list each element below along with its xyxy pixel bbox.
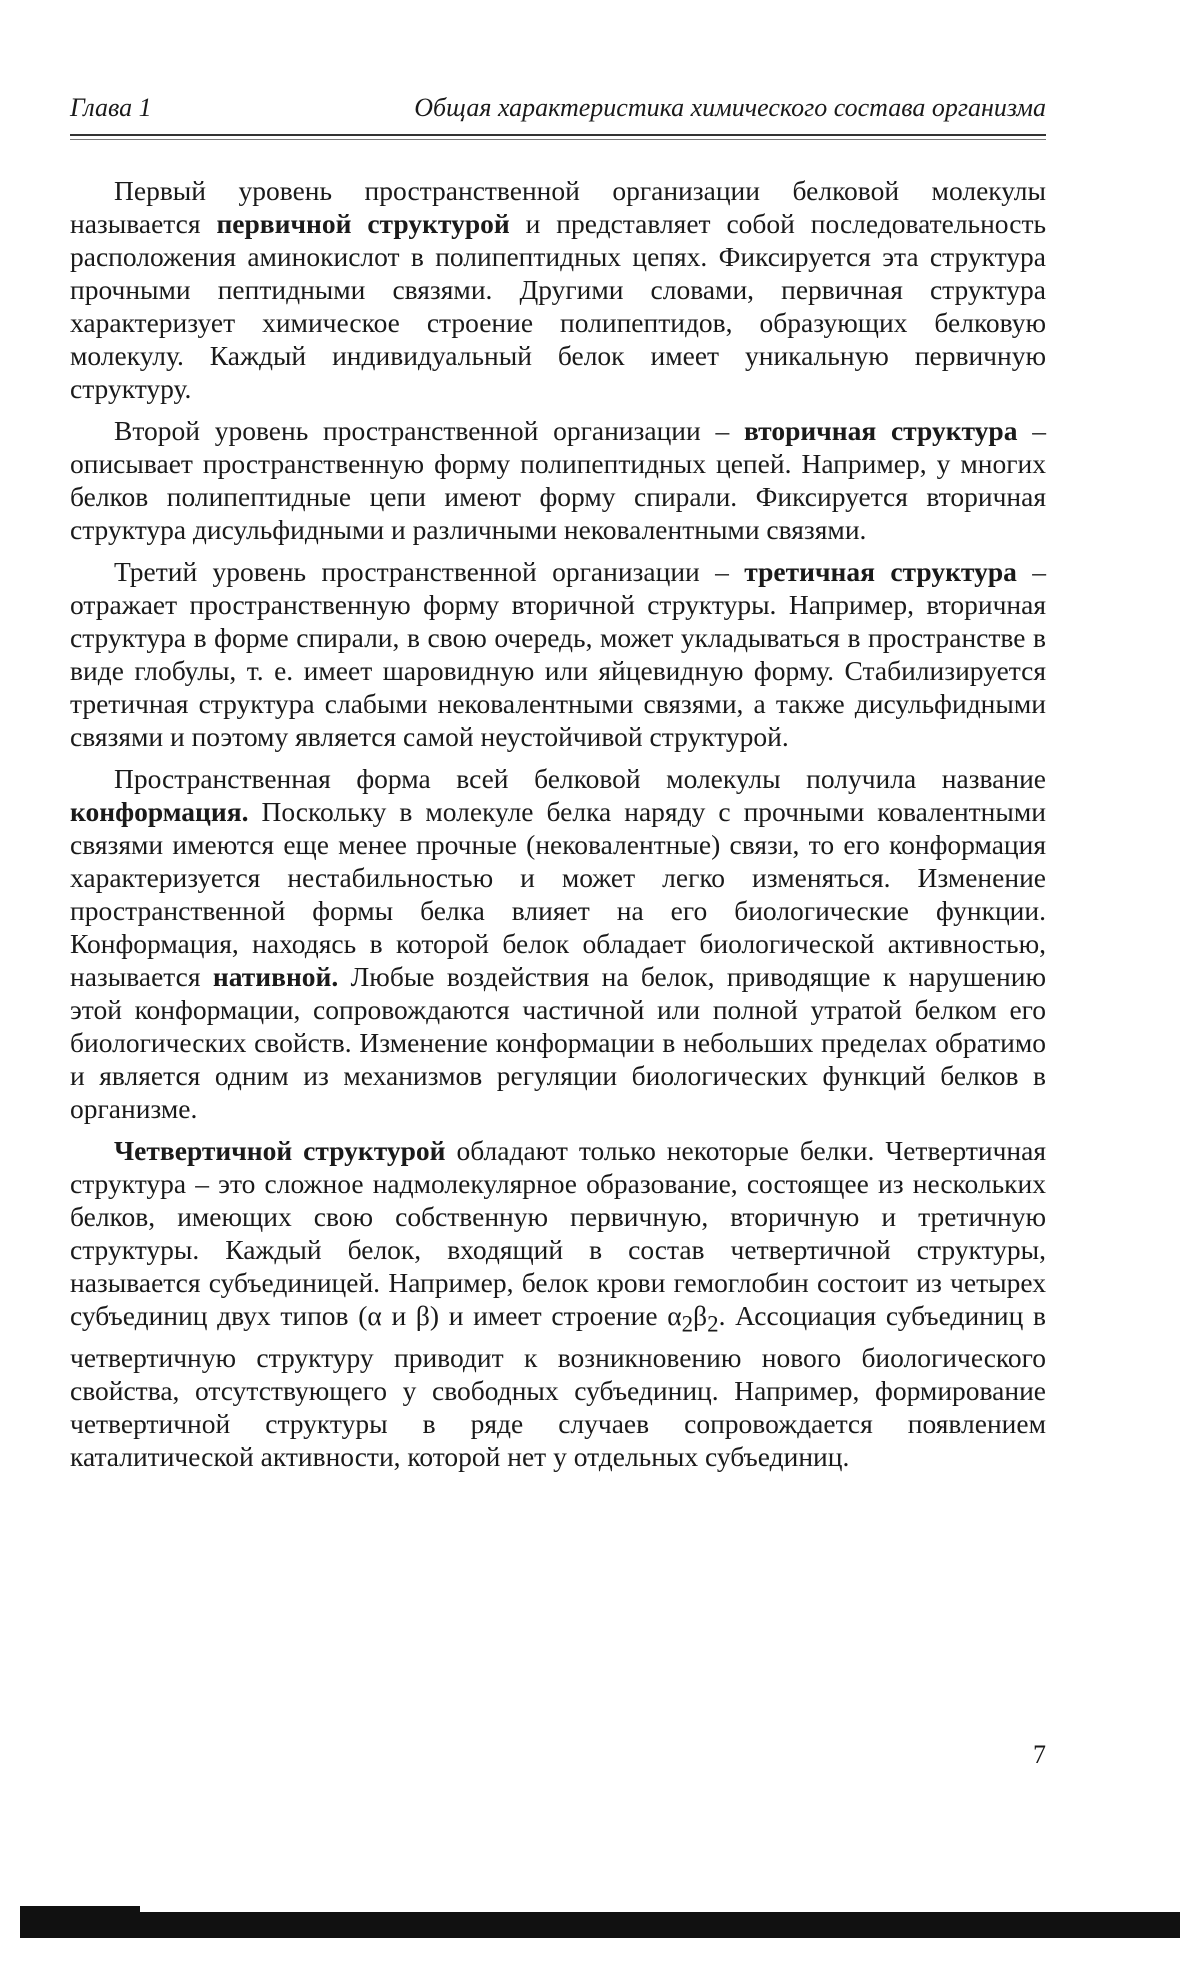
text-run: обладают только некоторые белки. Четвертичная структура – это сложное надмолекулярное образование, состоящее из нескольких белков, имеющих свою собственную первичную, вторичную и третичную структуры. Каждый белок, входящий в состав четвертичной структуры, называется субъединицей. Например, белок крови гемоглобин состоит из четырех субъединиц двух типов (α и β) и имеет строение [70, 1135, 1046, 1331]
page-number: 7 [1033, 1740, 1046, 1769]
bold-term: конформация. [70, 796, 249, 827]
bold-term: первичной структурой [216, 208, 510, 239]
text-run: Первый уровень пространственной организации белковой молекулы называется [70, 175, 1046, 239]
text-run: – описывает пространственную форму полипептидных цепей. Например, у многих белков полипептидные цепи имеют форму спирали. Фиксируется вторичная структура дисульфидными и различными нековалентными связями. [70, 415, 1046, 545]
text-run: . Ассоциация субъединиц в четвертичную структуру приводит к возникновению нового биологического свойства, отсутствующего у свободных субъединиц. Например, формирование четвертичной структуры в ряде случаев сопровождается появлением каталитической активности, которой нет у отдельных субъединиц. [70, 1300, 1046, 1472]
text-run: и представляет собой последовательность расположения аминокислот в полипептидных цепях. Фиксируется эта структура прочными пептидными связями. Другими словами, первичная структура характеризует химическое строение полипептидов, образующих белковую молекулу. Каждый индивидуальный белок имеет уникальную первичную структуру. [70, 208, 1046, 404]
chapter-label: Глава 1 [70, 93, 152, 122]
subscript: 2 [707, 1311, 719, 1337]
bold-term: Четвертичной структурой [114, 1135, 446, 1166]
text-run: – отражает пространственную форму вторичной структуры. Например, вторичная структура в форме спирали, в свою очередь, может укладываться в пространстве в виде глобулы, т. е. имеет шаровидную или яйцевидную форму. Стабилизируется третичная структура слабыми нековалентными связями, а также дисульфидными связями и поэтому является самой неустойчивой структурой. [70, 556, 1046, 752]
header-rule [70, 134, 1046, 136]
running-head [70, 92, 1046, 130]
paragraph-tertiary-structure [70, 555, 1046, 753]
text-run: Второй уровень пространственной организации – [114, 415, 745, 446]
bold-term: нативной. [212, 961, 339, 992]
section-title: Общая характеристика химического состава организма [414, 93, 1046, 122]
bold-term: третичная структура [744, 556, 1017, 587]
body-text [70, 174, 1046, 1482]
header-rule-thin [70, 139, 1046, 140]
paragraph-conformation [70, 762, 1046, 1125]
text-run: Поскольку в молекуле белка наряду с прочными ковалентными связями имеются еще менее прочные (нековалентные) связи, то его конформация характеризуется нестабильностью и может легко изменяться. Изменение пространственной формы белка влияет на его биологические функции. Конформация, находясь в которой белок обладает биологической активностью, называется [70, 796, 1046, 992]
paragraph-primary-structure [70, 174, 1046, 405]
text-run: Любые воздействия на белок, приводящие к нарушению этой конформации, сопровождаются частичной или полной утратой белком его биологических свойств. Изменение конформации в небольших пределах обратимо и является одним из механизмов регуляции биологических функций белков в организме. [70, 961, 1046, 1124]
greek-symbol: α [667, 1300, 682, 1331]
paragraph-quaternary-structure [70, 1134, 1046, 1473]
paragraph-secondary-structure [70, 414, 1046, 546]
subscript: 2 [681, 1311, 694, 1337]
scan-edge-bar [20, 1912, 1180, 1938]
text-run: Пространственная форма всей белковой молекулы получила название [114, 763, 1046, 794]
bold-term: вторичная структура [744, 415, 1018, 446]
text-run: Третий уровень пространственной организации – [114, 556, 745, 587]
greek-symbol: β [693, 1300, 708, 1331]
